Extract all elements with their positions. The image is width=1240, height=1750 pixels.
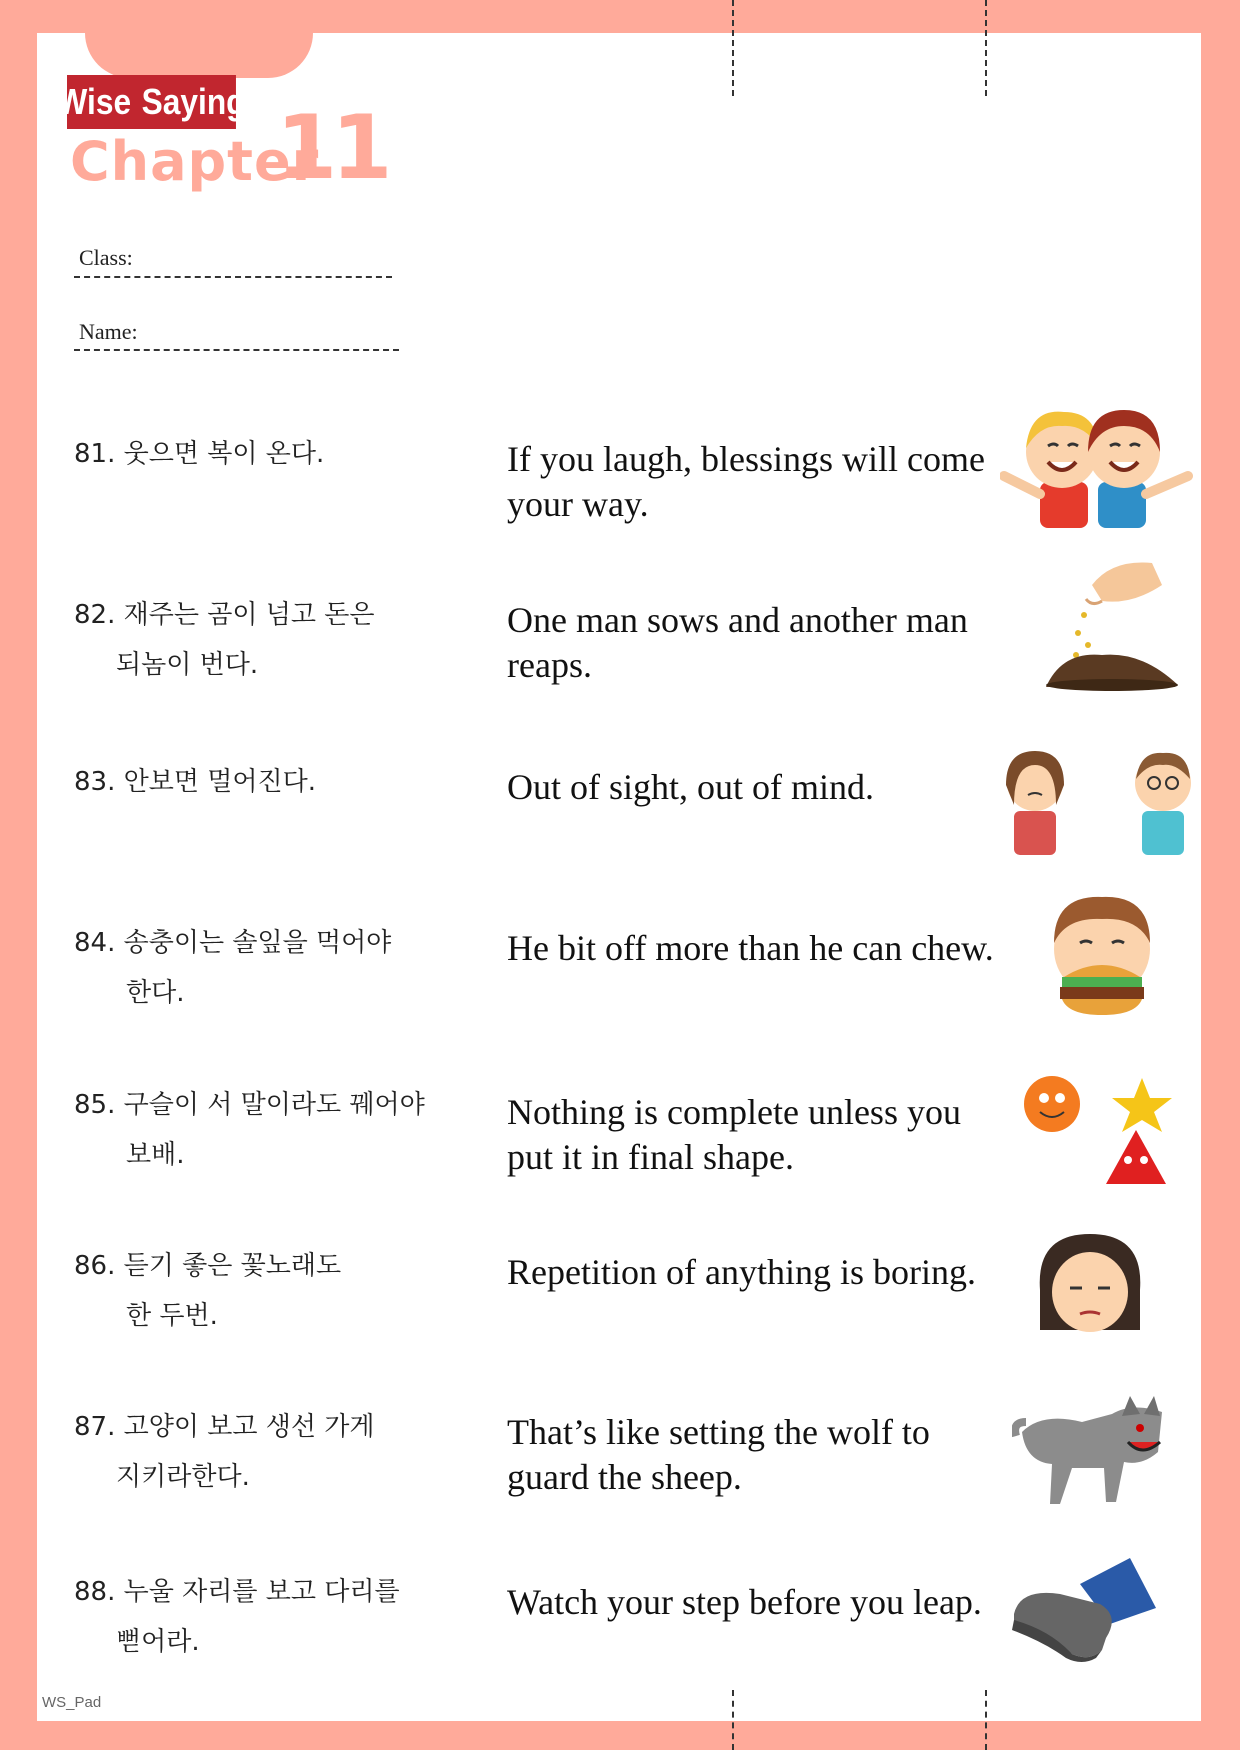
korean-proverb-86 — [74, 1241, 341, 1341]
cut-mark — [985, 0, 987, 96]
top-tab-decoration — [85, 33, 313, 78]
name-label: Name: — [79, 319, 138, 344]
english-proverb-84: He bit off more than he can chew. — [507, 928, 994, 968]
korean-proverb-83 — [74, 757, 316, 807]
korean-line-2: 되놈이 번다. — [116, 650, 259, 680]
english-proverb-87: That’s like setting the wolf to guard the sheep. — [507, 1412, 930, 1497]
shapes-icon — [1020, 1072, 1180, 1188]
english-proverb-85: Nothing is complete unless you put it in final shape. — [507, 1092, 961, 1177]
english-proverb-81: If you laugh, blessings will come your way. — [507, 439, 985, 524]
chapter-label: Chapter — [70, 130, 320, 193]
logo-text-right: Saying — [141, 81, 246, 122]
wise-saying-logo — [57, 75, 246, 129]
korean-line: 86. 듣기 좋은 꽃노래도 — [74, 1251, 342, 1281]
korean-line-2: 한 두번. — [126, 1301, 218, 1331]
korean-line: 85. 구슬이 서 말이라도 꿰어야 — [74, 1090, 425, 1120]
sowing-seeds-icon — [1042, 555, 1182, 695]
korean-line: 88. 누울 자리를 보고 다리를 — [74, 1577, 400, 1607]
korean-proverb-81 — [74, 429, 324, 479]
class-input-line[interactable] — [74, 276, 392, 278]
korean-line-2: 한다. — [126, 978, 185, 1008]
english-proverb-83: Out of sight, out of mind. — [507, 767, 874, 807]
bored-girl-icon — [1034, 1230, 1146, 1336]
korean-line: 83. 안보면 멀어진다. — [74, 767, 316, 797]
laughing-kids-icon — [1000, 402, 1195, 534]
wolf-icon — [1012, 1392, 1172, 1510]
stepping-foot-icon — [1010, 1554, 1160, 1666]
korean-line: 84. 송충이는 솔잎을 먹어야 — [74, 928, 392, 958]
korean-line-2: 보배. — [126, 1140, 185, 1170]
korean-line-2: 지키라한다. — [116, 1462, 250, 1492]
korean-line: 87. 고양이 보고 생선 가게 — [74, 1412, 375, 1442]
chapter-number: 11 — [276, 96, 387, 199]
korean-proverb-84 — [74, 918, 391, 1018]
korean-line-2: 뻗어라. — [116, 1627, 200, 1657]
worksheet-code: WS_Pad — [42, 1694, 102, 1711]
cut-mark — [732, 1690, 734, 1750]
two-kids-apart-icon — [1000, 745, 1200, 860]
english-proverb-86: Repetition of anything is boring. — [507, 1252, 976, 1292]
korean-line: 82. 재주는 곰이 넘고 돈은 — [74, 600, 375, 630]
logo-text-left: Wise — [57, 81, 132, 122]
korean-proverb-82 — [74, 590, 374, 690]
name-input-line[interactable] — [74, 349, 399, 351]
korean-proverb-88 — [74, 1567, 400, 1667]
english-proverb-88: Watch your step before you leap. — [507, 1582, 982, 1622]
korean-line: 81. 웃으면 복이 온다. — [74, 439, 325, 469]
korean-proverb-87 — [74, 1402, 374, 1502]
english-proverb-82: One man sows and another man reaps. — [507, 600, 968, 685]
cut-mark — [985, 1690, 987, 1750]
boy-eating-burger-icon — [1046, 893, 1158, 1021]
class-label: Class: — [79, 245, 133, 270]
korean-proverb-85 — [74, 1080, 425, 1180]
cut-mark — [732, 0, 734, 96]
